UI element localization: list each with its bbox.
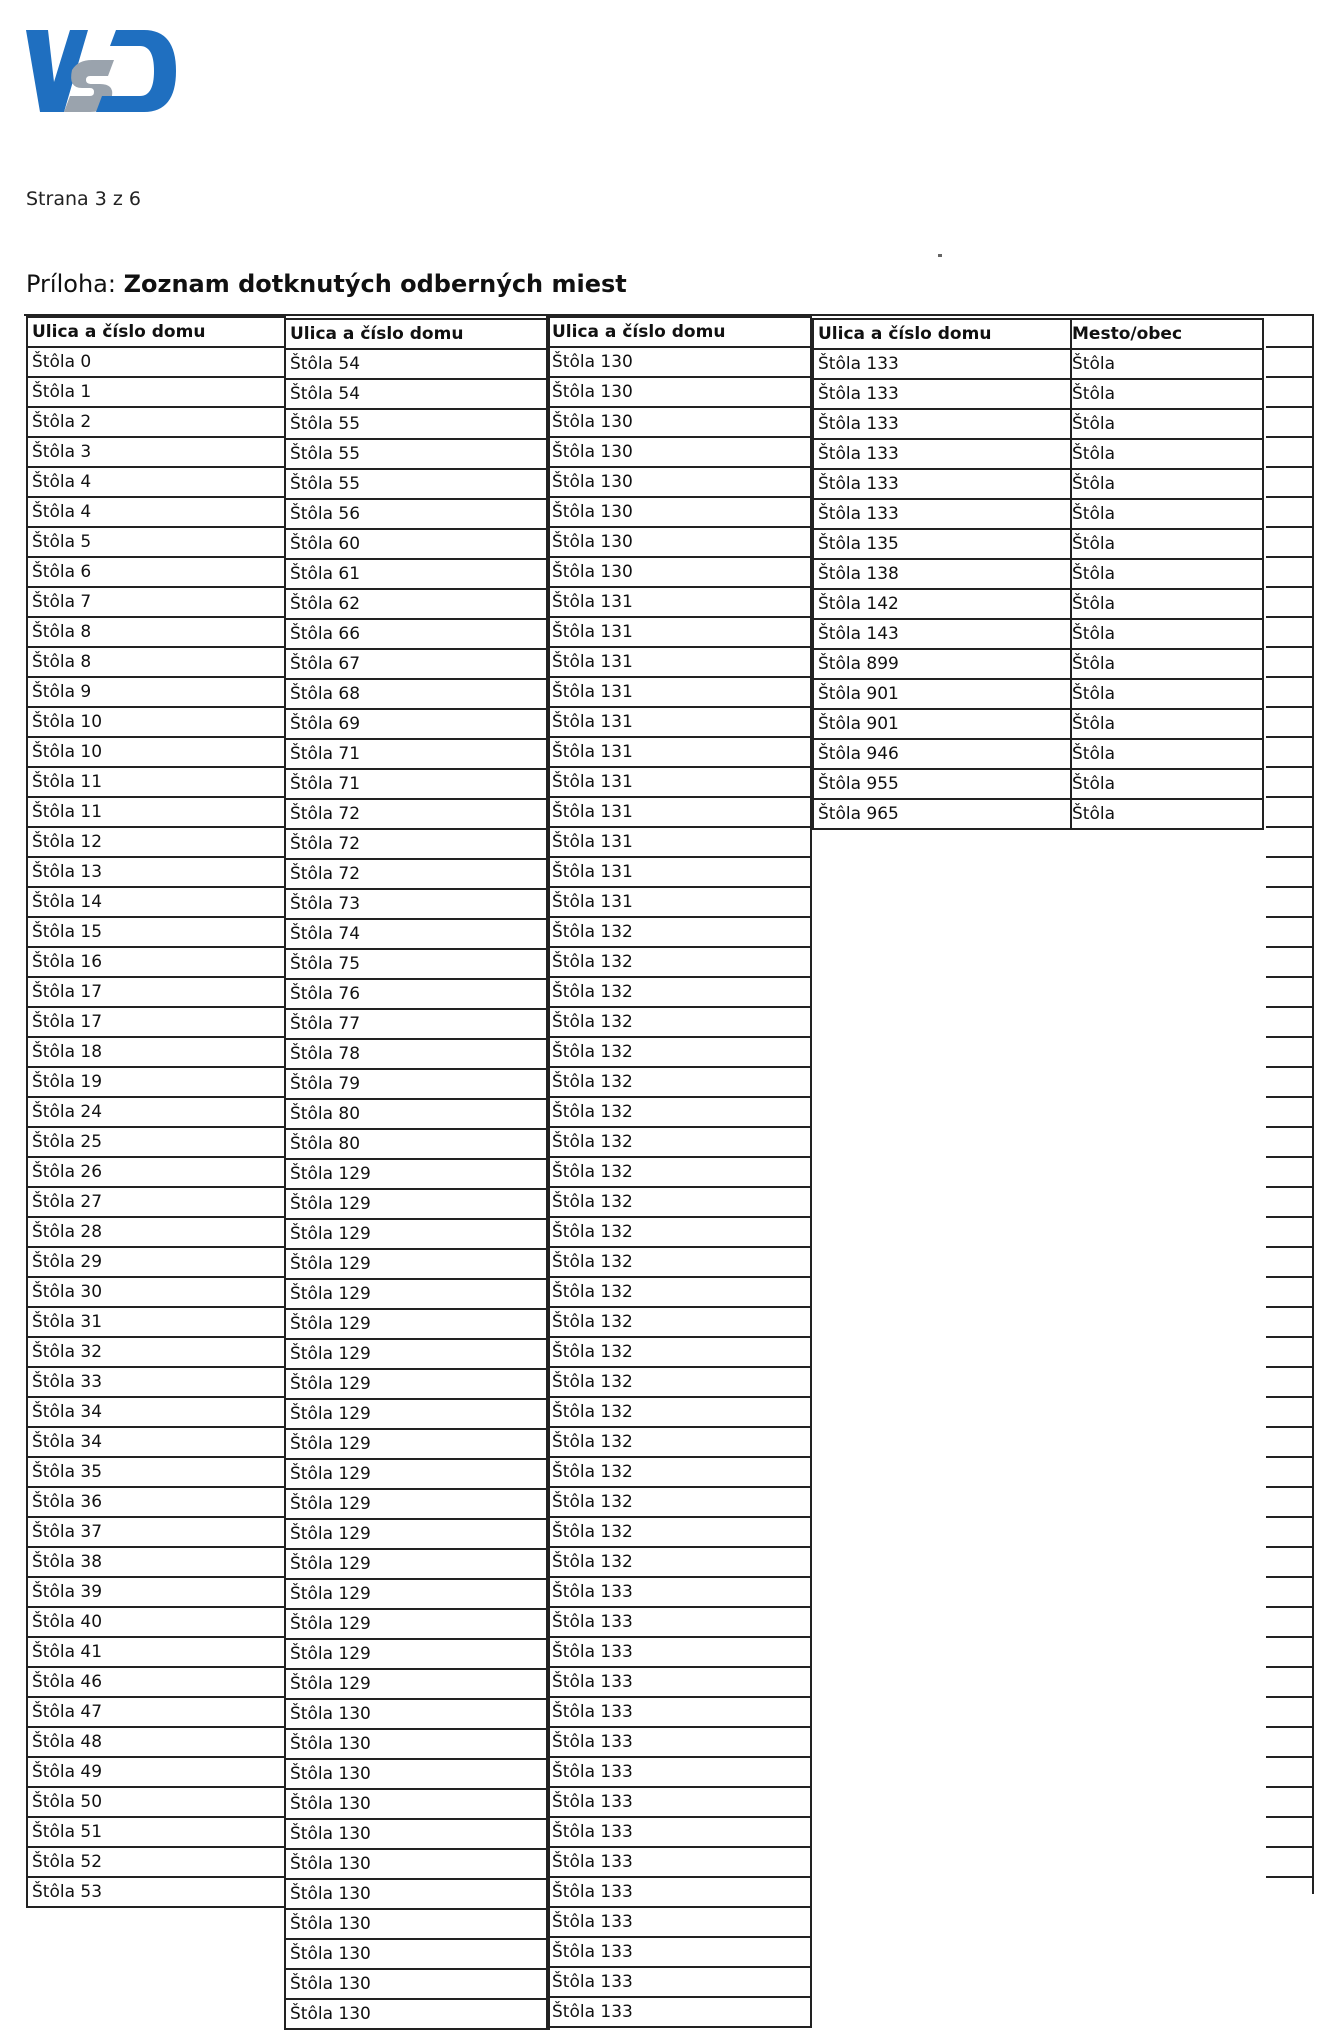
address-table-4-street [812, 318, 1072, 830]
list-item: Štôla [1068, 740, 1262, 770]
list-item: Štôla 80 [286, 1100, 548, 1130]
list-item: Štôla 138 [814, 560, 1070, 590]
vsd-logo [26, 30, 176, 112]
list-item: Štôla 76 [286, 980, 548, 1010]
list-item: Štôla 72 [286, 800, 548, 830]
table-header-town: Mesto/obec [1068, 318, 1262, 350]
list-item: Štôla 133 [548, 1818, 810, 1848]
list-item: Štôla 130 [286, 1700, 548, 1730]
list-item: Štôla 71 [286, 770, 548, 800]
list-item: Štôla 130 [548, 408, 810, 438]
list-item: Štôla 129 [286, 1250, 548, 1280]
edge-row-rule [1266, 736, 1312, 738]
list-item: Štôla 50 [28, 1788, 284, 1818]
list-item: Štôla 130 [548, 438, 810, 468]
edge-row-rule [1266, 856, 1312, 858]
list-item: Štôla 130 [548, 468, 810, 498]
edge-row-rule [1266, 1456, 1312, 1458]
edge-row-rule [1266, 436, 1312, 438]
list-item: Štôla 68 [286, 680, 548, 710]
list-item: Štôla 130 [286, 1970, 548, 2000]
list-item: Štôla 41 [28, 1638, 284, 1668]
edge-row-rule [1266, 1486, 1312, 1488]
list-item: Štôla 129 [286, 1310, 548, 1340]
edge-row-rule [1266, 1126, 1312, 1128]
list-item: Štôla 32 [28, 1338, 284, 1368]
list-item: Štôla 34 [28, 1428, 284, 1458]
list-item: Štôla [1068, 620, 1262, 650]
list-item: Štôla 142 [814, 590, 1070, 620]
list-item: Štôla [1068, 470, 1262, 500]
list-item: Štôla 901 [814, 710, 1070, 740]
list-item: Štôla 5 [28, 528, 284, 558]
list-item: Štôla 129 [286, 1640, 548, 1670]
list-item: Štôla 130 [548, 498, 810, 528]
list-item: Štôla [1068, 440, 1262, 470]
list-item: Štôla 130 [286, 1820, 548, 1850]
edge-row-rule [1266, 766, 1312, 768]
list-item: Štôla 130 [286, 1880, 548, 1910]
list-item: Štôla 36 [28, 1488, 284, 1518]
list-item: Štôla 24 [28, 1098, 284, 1128]
list-item: Štôla 133 [548, 1788, 810, 1818]
list-item: Štôla 13 [28, 858, 284, 888]
list-item: Štôla 33 [28, 1368, 284, 1398]
list-item: Štôla 54 [286, 380, 548, 410]
list-item: Štôla 31 [28, 1308, 284, 1338]
address-table-3 [546, 316, 812, 2028]
list-item: Štôla 133 [548, 1968, 810, 1998]
list-item: Štôla 132 [548, 1488, 810, 1518]
list-item: Štôla 14 [28, 888, 284, 918]
list-item: Štôla 11 [28, 768, 284, 798]
list-item: Štôla 47 [28, 1698, 284, 1728]
list-item: Štôla 54 [286, 350, 548, 380]
list-item: Štôla 133 [548, 1638, 810, 1668]
edge-row-rule [1266, 1546, 1312, 1548]
edge-row-rule [1266, 706, 1312, 708]
address-table-1 [26, 316, 286, 1908]
list-item: Štôla 133 [548, 1938, 810, 1968]
list-item: Štôla 129 [286, 1190, 548, 1220]
list-item: Štôla 60 [286, 530, 548, 560]
edge-row-rule [1266, 1726, 1312, 1728]
list-item: Štôla 62 [286, 590, 548, 620]
list-item: Štôla 129 [286, 1430, 548, 1460]
list-item: Štôla 955 [814, 770, 1070, 800]
list-item: Štôla 129 [286, 1340, 548, 1370]
list-item: Štôla 3 [28, 438, 284, 468]
list-item: Štôla 132 [548, 1308, 810, 1338]
edge-row-rule [1266, 1576, 1312, 1578]
edge-row-rule [1266, 1876, 1312, 1878]
list-item: Štôla 67 [286, 650, 548, 680]
title-prefix: Príloha: [26, 270, 124, 298]
list-item: Štôla 133 [548, 1998, 810, 2028]
list-item: Štôla 132 [548, 1248, 810, 1278]
list-item: Štôla 69 [286, 710, 548, 740]
edge-row-rule [1266, 556, 1312, 558]
edge-row-rule [1266, 1006, 1312, 1008]
list-item: Štôla [1068, 800, 1262, 830]
list-item: Štôla 53 [28, 1878, 284, 1908]
list-item: Štôla 25 [28, 1128, 284, 1158]
list-item: Štôla 133 [814, 440, 1070, 470]
list-item: Štôla 132 [548, 1128, 810, 1158]
list-item: Štôla 132 [548, 1548, 810, 1578]
list-item: Štôla 78 [286, 1040, 548, 1070]
list-item: Štôla 130 [286, 1850, 548, 1880]
list-item: Štôla 129 [286, 1670, 548, 1700]
list-item: Štôla 133 [814, 350, 1070, 380]
list-item: Štôla 37 [28, 1518, 284, 1548]
list-item: Štôla 132 [548, 1188, 810, 1218]
edge-row-rule [1266, 676, 1312, 678]
list-item: Štôla 71 [286, 740, 548, 770]
list-item: Štôla [1068, 680, 1262, 710]
edge-row-rule [1266, 1816, 1312, 1818]
edge-row-rule [1266, 1066, 1312, 1068]
list-item: Štôla 132 [548, 1368, 810, 1398]
address-table-2 [284, 318, 550, 2030]
list-item: Štôla 132 [548, 1038, 810, 1068]
list-item: Štôla 15 [28, 918, 284, 948]
list-item: Štôla 80 [286, 1130, 548, 1160]
list-item: Štôla 52 [28, 1848, 284, 1878]
list-item: Štôla 132 [548, 1218, 810, 1248]
list-item: Štôla 130 [286, 1730, 548, 1760]
list-item: Štôla 55 [286, 470, 548, 500]
edge-row-rule [1266, 1396, 1312, 1398]
list-item: Štôla 130 [548, 528, 810, 558]
list-item: Štôla 143 [814, 620, 1070, 650]
list-item: Štôla 27 [28, 1188, 284, 1218]
edge-row-rule [1266, 946, 1312, 948]
list-item: Štôla 77 [286, 1010, 548, 1040]
list-item: Štôla 901 [814, 680, 1070, 710]
list-item: Štôla 4 [28, 468, 284, 498]
list-item: Štôla 129 [286, 1610, 548, 1640]
edge-row-rule [1266, 1786, 1312, 1788]
list-item: Štôla 56 [286, 500, 548, 530]
edge-row-rule [1266, 1846, 1312, 1848]
list-item: Štôla [1068, 350, 1262, 380]
list-item: Štôla 131 [548, 798, 810, 828]
edge-row-rule [1266, 1216, 1312, 1218]
list-item: Štôla [1068, 500, 1262, 530]
edge-row-rule [1266, 976, 1312, 978]
list-item: Štôla 61 [286, 560, 548, 590]
edge-row-rule [1266, 376, 1312, 378]
list-item: Štôla [1068, 710, 1262, 740]
list-item: Štôla 9 [28, 678, 284, 708]
edge-row-rule [1266, 1096, 1312, 1098]
edge-row-rule [1266, 1516, 1312, 1518]
list-item: Štôla 133 [548, 1848, 810, 1878]
edge-row-rule [1266, 796, 1312, 798]
list-item: Štôla 1 [28, 378, 284, 408]
list-item: Štôla 130 [286, 1940, 548, 1970]
list-item: Štôla 132 [548, 1398, 810, 1428]
edge-row-rule [1266, 916, 1312, 918]
list-item: Štôla 48 [28, 1728, 284, 1758]
list-item: Štôla 49 [28, 1758, 284, 1788]
list-item: Štôla 79 [286, 1070, 548, 1100]
address-table-4-town [1068, 318, 1264, 830]
list-item: Štôla 34 [28, 1398, 284, 1428]
table-header: Ulica a číslo domu [286, 318, 548, 350]
list-item: Štôla 10 [28, 738, 284, 768]
edge-row-rule [1266, 1036, 1312, 1038]
edge-row-rule [1266, 616, 1312, 618]
list-item: Štôla 129 [286, 1160, 548, 1190]
list-item: Štôla 130 [548, 348, 810, 378]
list-item: Štôla 132 [548, 1008, 810, 1038]
list-item: Štôla 132 [548, 978, 810, 1008]
list-item: Štôla 131 [548, 768, 810, 798]
list-item: Štôla 0 [28, 348, 284, 378]
list-item: Štôla 51 [28, 1818, 284, 1848]
list-item: Štôla 132 [548, 1098, 810, 1128]
list-item: Štôla 35 [28, 1458, 284, 1488]
edge-row-rule [1266, 496, 1312, 498]
list-item: Štôla 46 [28, 1668, 284, 1698]
list-item: Štôla 133 [548, 1578, 810, 1608]
list-item: Štôla 132 [548, 1458, 810, 1488]
list-item: Štôla 30 [28, 1278, 284, 1308]
list-item: Štôla 129 [286, 1550, 548, 1580]
list-item: Štôla 946 [814, 740, 1070, 770]
edge-row-rule [1266, 1306, 1312, 1308]
list-item: Štôla 8 [28, 648, 284, 678]
page-title [26, 270, 627, 298]
edge-row-rule [1266, 646, 1312, 648]
list-item: Štôla 129 [286, 1220, 548, 1250]
list-item: Štôla 133 [548, 1758, 810, 1788]
list-item: Štôla 133 [814, 380, 1070, 410]
list-item: Štôla 130 [548, 558, 810, 588]
list-item: Štôla 7 [28, 588, 284, 618]
list-item: Štôla 129 [286, 1460, 548, 1490]
list-item: Štôla 135 [814, 530, 1070, 560]
edge-row-rule [1266, 1696, 1312, 1698]
list-item: Štôla 17 [28, 1008, 284, 1038]
list-item: Štôla 133 [548, 1878, 810, 1908]
list-item: Štôla 8 [28, 618, 284, 648]
list-item: Štôla 72 [286, 830, 548, 860]
title-main: Zoznam dotknutých odberných miest [123, 270, 627, 298]
list-item: Štôla 129 [286, 1520, 548, 1550]
list-item: Štôla 133 [814, 500, 1070, 530]
edge-row-rule [1266, 1156, 1312, 1158]
edge-row-rule [1266, 406, 1312, 408]
edge-row-rule [1266, 826, 1312, 828]
edge-column-rule [1312, 314, 1314, 1894]
list-item: Štôla 40 [28, 1608, 284, 1638]
list-item: Štôla 132 [548, 1068, 810, 1098]
list-item: Štôla 38 [28, 1548, 284, 1578]
list-item: Štôla 131 [548, 618, 810, 648]
list-item: Štôla [1068, 590, 1262, 620]
list-item: Štôla [1068, 380, 1262, 410]
list-item: Štôla 18 [28, 1038, 284, 1068]
list-item: Štôla 28 [28, 1218, 284, 1248]
list-item: Štôla 55 [286, 410, 548, 440]
list-item: Štôla 131 [548, 678, 810, 708]
edge-row-rule [1266, 1426, 1312, 1428]
edge-row-rule [1266, 526, 1312, 528]
list-item: Štôla 132 [548, 1158, 810, 1188]
list-item: Štôla 131 [548, 648, 810, 678]
list-item: Štôla 73 [286, 890, 548, 920]
edge-row-rule [1266, 1666, 1312, 1668]
list-item: Štôla 55 [286, 440, 548, 470]
edge-row-rule [1266, 466, 1312, 468]
list-item: Štôla 129 [286, 1580, 548, 1610]
list-item: Štôla 130 [286, 1760, 548, 1790]
list-item: Štôla 131 [548, 888, 810, 918]
list-item: Štôla 132 [548, 918, 810, 948]
list-item: Štôla 965 [814, 800, 1070, 830]
list-item: Štôla 133 [814, 410, 1070, 440]
list-item: Štôla [1068, 650, 1262, 680]
list-item: Štôla 129 [286, 1400, 548, 1430]
list-item: Štôla 17 [28, 978, 284, 1008]
edge-row-rule [1266, 1366, 1312, 1368]
list-item: Štôla 131 [548, 738, 810, 768]
list-item: Štôla 131 [548, 858, 810, 888]
edge-row-rule [1266, 1756, 1312, 1758]
list-item: Štôla [1068, 410, 1262, 440]
list-item: Štôla [1068, 770, 1262, 800]
list-item: Štôla 29 [28, 1248, 284, 1278]
list-item: Štôla 132 [548, 1278, 810, 1308]
list-item: Štôla 130 [548, 378, 810, 408]
list-item: Štôla 133 [814, 470, 1070, 500]
list-item: Štôla 11 [28, 798, 284, 828]
list-item: Štôla 19 [28, 1068, 284, 1098]
list-item: Štôla 131 [548, 708, 810, 738]
list-item: Štôla 133 [548, 1608, 810, 1638]
edge-row-rule [1266, 586, 1312, 588]
list-item: Štôla 129 [286, 1490, 548, 1520]
list-item: Štôla 130 [286, 1910, 548, 1940]
table-header: Ulica a číslo domu [548, 316, 810, 348]
list-item: Štôla 72 [286, 860, 548, 890]
list-item: Štôla 133 [548, 1728, 810, 1758]
list-item: Štôla 12 [28, 828, 284, 858]
list-item: Štôla [1068, 530, 1262, 560]
edge-row-rule [1266, 346, 1312, 348]
list-item: Štôla 6 [28, 558, 284, 588]
page-number: Strana 3 z 6 [26, 188, 141, 210]
list-item: Štôla 132 [548, 1428, 810, 1458]
edge-row-rule [1266, 1606, 1312, 1608]
list-item: Štôla 2 [28, 408, 284, 438]
list-item: Štôla 4 [28, 498, 284, 528]
list-item: Štôla 132 [548, 1518, 810, 1548]
edge-row-rule [1266, 1336, 1312, 1338]
list-item: Štôla 133 [548, 1698, 810, 1728]
table-header: Ulica a číslo domu [28, 316, 284, 348]
list-item: Štôla 10 [28, 708, 284, 738]
table-header: Ulica a číslo domu [814, 318, 1070, 350]
list-item: Štôla 74 [286, 920, 548, 950]
list-item: Štôla 131 [548, 828, 810, 858]
list-item: Štôla 16 [28, 948, 284, 978]
list-item: Štôla 130 [286, 2000, 548, 2030]
edge-row-rule [1266, 886, 1312, 888]
list-item: Štôla 129 [286, 1370, 548, 1400]
edge-row-rule [1266, 1246, 1312, 1248]
edge-row-rule [1266, 1636, 1312, 1638]
edge-row-rule [1266, 1276, 1312, 1278]
list-item: Štôla [1068, 560, 1262, 590]
list-item: Štôla 75 [286, 950, 548, 980]
list-item: Štôla 26 [28, 1158, 284, 1188]
list-item: Štôla 132 [548, 1338, 810, 1368]
list-item: Štôla 132 [548, 948, 810, 978]
list-item: Štôla 133 [548, 1908, 810, 1938]
list-item: Štôla 39 [28, 1578, 284, 1608]
list-item: Štôla 899 [814, 650, 1070, 680]
list-item: Štôla 133 [548, 1668, 810, 1698]
list-item: Štôla 131 [548, 588, 810, 618]
edge-row-rule [1266, 1186, 1312, 1188]
scan-speck [938, 254, 942, 257]
list-item: Štôla 129 [286, 1280, 548, 1310]
list-item: Štôla 130 [286, 1790, 548, 1820]
list-item: Štôla 66 [286, 620, 548, 650]
